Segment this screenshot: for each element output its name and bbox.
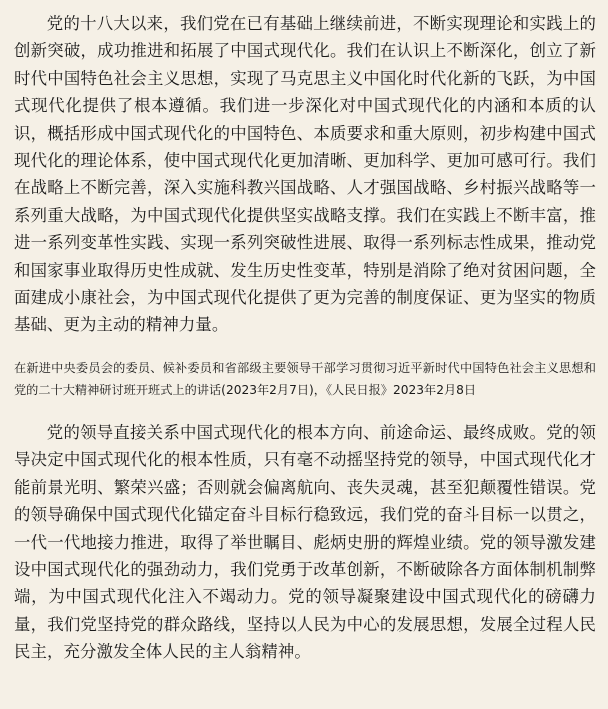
article-paragraph-1: 党的十八大以来，我们党在已有基础上继续前进，不断实现理论和实践上的创新突破，成功推进和拓展了中国式现代化。我们在认识上不断深化，创立了新时代中国特色社会主义思想，实现了马克思主义中国化时代化新的飞跃，为中国式现代化提供了根本遵循。我们进一步深化对中国式现代化的内涵和本质的认识，概括形成中国式现代化的中国特色、本质要求和重大原则，初步构建中国式现代化的理论体系，使中国式现代化更加清晰、更加科学、更加可感可行。我们在战略上不断完善，深入实施科教兴国战略、人才强国战略、乡村振兴战略等一系列重大战略，为中国式现代化提供坚实战略支撑。我们在实践上不断丰富，推进一系列变革性实践、实现一系列突破性进展、取得一系列标志性成果，推动党和国家事业取得历史性成就、发生历史性变革，特别是消除了绝对贫困问题，全面建成小康社会，为中国式现代化提供了更为完善的制度保证、更为坚实的物质基础、更为主动的精神力量。 — [14, 14, 596, 335]
article-paragraph-2: 党的领导直接关系中国式现代化的根本方向、前途命运、最终成败。党的领导决定中国式现代化的根本性质，只有毫不动摇坚持党的领导，中国式现代化才能前景光明、繁荣兴盛；否则就会偏离航向、丧失灵魂，甚至犯颠覆性错误。党的领导确保中国式现代化锚定奋斗目标行稳致远，我们党的奋斗目标一以贯之，一代一代地接力推进，取得了举世瞩目、彪炳史册的辉煌业绩。党的领导激发建设中国式现代化的强劲动力，我们党勇于改革创新，不断破除各方面体制机制弊端，为中国式现代化注入不竭动力。党的领导凝聚建设中国式现代化的磅礴力量，我们党坚持党的群众路线，坚持以人民为中心的发展思想，发展全过程人民民主，充分激发全体人民的主人翁精神。 — [14, 422, 596, 662]
source-citation: 在新进中央委员会的委员、候补委员和省部级主要领导干部学习贯彻习近平新时代中国特色社会主义思想和党的二十大精神研讨班开班式上的讲话(2023年2月7日)，《人民日报》2023年2月8日 — [14, 360, 596, 397]
article-page — [14, 0, 596, 666]
